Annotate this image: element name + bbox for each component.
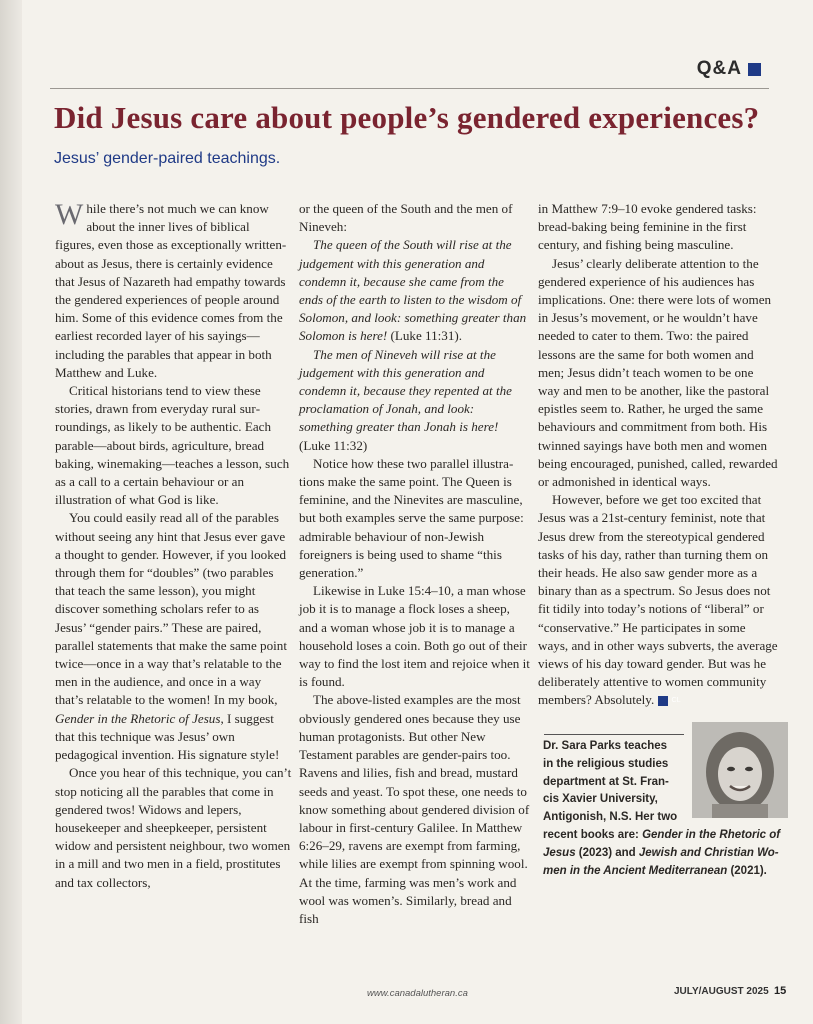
book-title-gender-rhetoric: Gender in the Rhetoric of Jesus [55, 710, 221, 726]
section-label-text: Q&A [696, 58, 742, 79]
col2-paragraph-1: or the queen of the South and the men of Nineveh: [299, 201, 513, 235]
column-2 [299, 200, 531, 928]
col1-p1-text: hile there’s not much we can know about the inner lives of biblical figures, even those as exceptionally written-about as Jesus, there is certainly evidence that Jesus of Nazareth had empathy towards the gendered experiences of people around him. Some of this evidence comes from the earliest recorded layer of his sayings—including the parables that appear in both Matthew and Luke. [55, 201, 287, 380]
footer-issue: JULY/AUGUST 2025 [674, 986, 769, 997]
author-photo [692, 722, 788, 818]
bio-books-end: (2021). [727, 864, 767, 877]
drop-cap: W [55, 198, 84, 231]
footer-page-number: 15 [774, 985, 787, 997]
square-icon [748, 63, 761, 76]
col1-p3-text-a: You could easily read all of the parables without seeing any hint that Jesus ever gave a thought to gender. However, if you looked through them for “doubles” (two parables that teach the same lesson), you might discover something scholars refer to as Jesus’ “gender pairs.” These are paired, parallel statements that make the same point twice—once in a way that’s relatable to the men in the audience, and once in a way that’s relatable to the women! In my book, [55, 510, 287, 708]
bio-rule [544, 734, 684, 735]
end-of-article-icon: CL [658, 696, 668, 706]
quote-men-of-nineveh: The men of Nineveh will rise at the judgement with this generation and condemn it, because they repented at the proclamation of Jonah, and look: something greater than Jonah is here! [299, 346, 512, 435]
col3-paragraph-2: Jesus’ clearly deliberate attention to the gendered experience of his audiences has implications. One: there were lots of women in Jesus’s movement, or he wouldn’t have needed to cater to them. Two: the paired lessons are the same for both women and men; Jesus didn’t teach women to be one way and men to be another, like the pastoral epistles seem to. Rather, he urged the same behaviours and commitment from both. His twinned sayings have both men and women being encouraged, punished, called, rewarded or admonished in identical ways. [538, 255, 778, 490]
quote-queen-of-south: The queen of the South will rise at the judgement with this generation and condemn it, because she came from the ends of the earth to listen to the wisdom of Solomon, and look: something greater than Solomon is here! [299, 237, 527, 344]
col1-paragraph-2: Critical historians tend to view these stories, drawn from everyday rural surroundings, as likely to be authentic. Each parable—about birds, agriculture, bread baking, winemaking—teaches a lesson, such as a call to a certain behaviour or an illustration of what God is like. [55, 383, 290, 508]
page-fold-shadow [0, 0, 22, 1024]
col1-p3-text-b: , I suggest that this technique was Jesus’ own pedagogical invention. His signature style! [55, 710, 280, 763]
bio-books-mid: (2023) and [575, 846, 639, 859]
bio-line-4: cis Xavier University, [543, 793, 658, 806]
bio-books-lead: recent books are: [543, 828, 643, 841]
col2-paragraph-4: The above-listed examples are the most obviously gendered ones because they use human protagonists. But other New Testament parables are gender-pairs too. Ravens and lilies, fish and bread, mustard seeds and yeast. To spot these, one needs to know something about gendered division of labour in first-century Galilee. In Matthew 6:26–29, ravens are exempt from farming, while lilies are exempt from spinning wool. At the time, farming was men’s work and wool was women’s. Similarly, bread and fish [299, 692, 530, 926]
col3-p3-text: However, before we get too excited that Jesus was a 21st-century feminist, note that Jesus drew from the stereotypical gendered tasks of his day, rather than turning them on their heads. He also saw gender more as a binary than as a spectrum. So Jesus does not fit tidily into today’s notions of “liberal” or “conservative.” He participates in some ways, and in other ways subverts, the average views of his day toward gender. But was he deliberately attentive to women community members? Absolutely. [538, 492, 778, 708]
quote-ref-luke-11-31: (Luke 11:31). [387, 328, 463, 344]
footer-url: www.canadalutheran.ca [367, 988, 468, 999]
column-3 [538, 200, 778, 710]
col1-paragraph-3 [55, 509, 292, 764]
bio-line-3: department at St. Fran- [543, 775, 669, 788]
magazine-page [22, 0, 813, 1024]
col1-paragraph-4: Once you hear of this technique, you can’t stop noticing all the parables that come in gendered twos! Widows and lepers, housekeeper and sheepkeeper, persistent widow and persistent neighbour, two women in a mill and two men in a field, prostitutes and tax collectors, [55, 765, 292, 890]
bio-line-5: Antigonish, N.S. Her two [543, 811, 678, 824]
bio-book-2: Jewish and Christian Women in the Ancient Mediterranean [543, 846, 779, 877]
bio-line-1: Dr. Sara Parks teaches [543, 740, 668, 752]
bio-line-2: in the religious studies [543, 757, 669, 770]
col3-paragraph-1: in Matthew 7:9–10 evoke gendered tasks: bread-baking being feminine in the first century, and fishing being masculine. [538, 201, 757, 253]
quote-ref-luke-11-32: (Luke 11:32) [299, 437, 368, 453]
column-1 [55, 200, 292, 892]
bio-books [543, 827, 783, 880]
author-portrait-icon [692, 722, 788, 818]
header-rule [50, 88, 769, 89]
col1-paragraph-1 [55, 200, 292, 382]
article-title: Did Jesus care about people’s gendered experiences? [54, 100, 760, 135]
col2-paragraph-3: Likewise in Luke 15:4–10, a man whose job it is to manage a flock loses a sheep, and a woman whose job it is to manage a household loses a coin. Both go out of their way to find the lost item and rejoice when it is found. [299, 583, 530, 690]
bio-book-1: Gender in the Rhetoric of Jesus [543, 828, 781, 859]
col2-quote-1 [299, 236, 531, 345]
col2-quote-2 [299, 346, 531, 455]
col2-paragraph-2: Notice how these two parallel illustrations make the same point. The Queen is feminine, and the Ninevites are masculine, but both examples serve the same purpose: admirable behaviour of non-Jewish foreigners is being used to shame “this generation.” [299, 455, 524, 581]
section-label [697, 58, 761, 80]
col3-paragraph-3 [538, 491, 778, 709]
article-subtitle: Jesus’ gender-paired teachings. [54, 150, 281, 167]
